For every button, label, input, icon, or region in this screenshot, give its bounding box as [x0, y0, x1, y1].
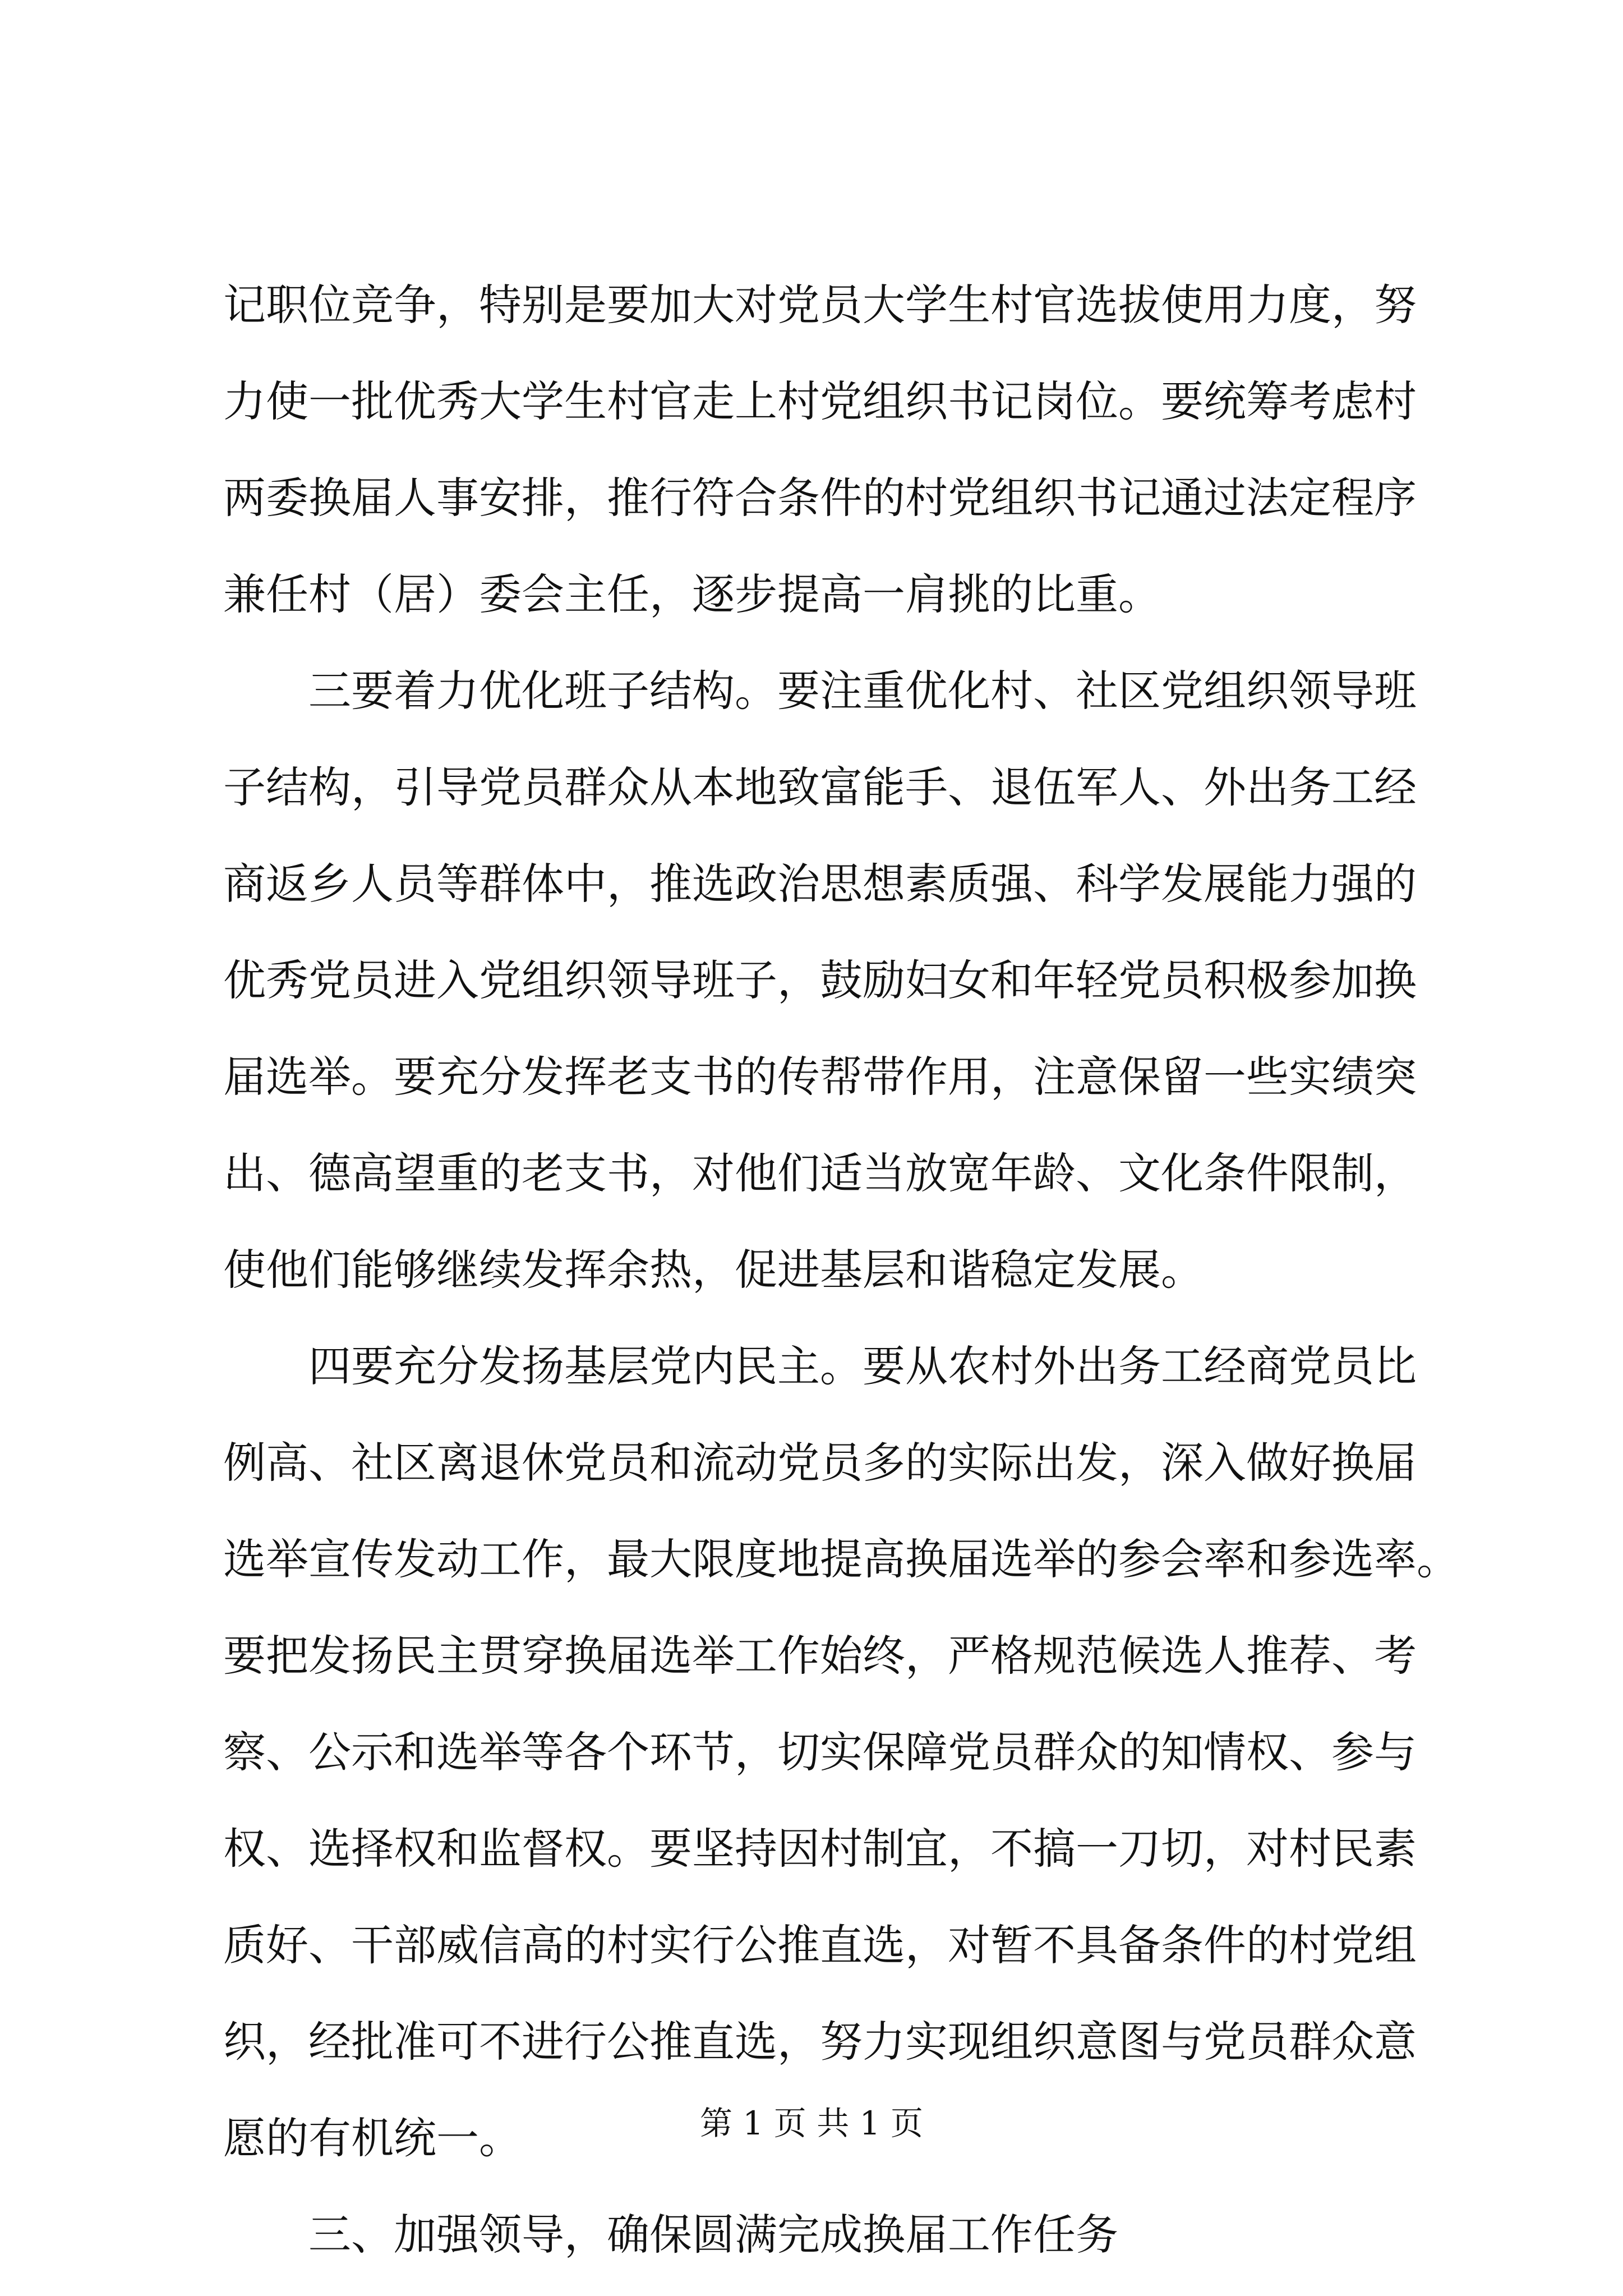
document-body	[223, 257, 1459, 2283]
text-line: 子结构，引导党员群众从本地致富能手、退伍军人、外出务工经	[223, 762, 1417, 812]
text-line: 届选举。要充分发挥老支书的传帮带作用，注意保留一些实绩突	[223, 1052, 1417, 1102]
text-line: 质好、干部威信高的村实行公推直选，对暂不具备条件的村党组	[223, 1920, 1417, 1970]
text-line: 出、德高望重的老支书，对他们适当放宽年龄、文化条件限制，	[223, 1148, 1417, 1198]
text-line: 例高、社区离退休党员和流动党员多的实际出发，深入做好换届	[223, 1438, 1417, 1488]
paragraph-three-first-line: 三要着力优化班子结构。要注重优化村、社区党组织领导班	[308, 666, 1417, 716]
text-line: 察、公示和选举等各个环节，切实保障党员群众的知情权、参与	[223, 1727, 1417, 1777]
text-line: 优秀党员进入党组织领导班子，鼓励妇女和年轻党员积极参加换	[223, 955, 1417, 1005]
text-line: 两委换届人事安排，推行符合条件的村党组织书记通过法定程序	[223, 473, 1417, 523]
text-line: 选举宣传发动工作，最大限度地提高换届选举的参会率和参选率。	[223, 1534, 1459, 1584]
text-line: 权、选择权和监督权。要坚持因村制宜，不搞一刀切，对村民素	[223, 1824, 1417, 1874]
text-line: 愿的有机统一。	[223, 2113, 522, 2163]
text-line: 兼任村（居）委会主任，逐步提高一肩挑的比重。	[223, 569, 1161, 619]
page-number-footer: 第 1 页 共 1 页	[700, 2104, 923, 2142]
text-line: 织，经批准可不进行公推直选，努力实现组织意图与党员群众意	[223, 2017, 1417, 2067]
section-heading: 三、加强领导，确保圆满完成换届工作任务	[308, 2210, 1118, 2260]
text-line: 记职位竞争，特别是要加大对党员大学生村官选拔使用力度，努	[223, 280, 1417, 330]
text-line: 商返乡人员等群体中，推选政治思想素质强、科学发展能力强的	[223, 859, 1417, 909]
text-line: 要把发扬民主贯穿换届选举工作始终，严格规范候选人推荐、考	[223, 1631, 1417, 1681]
text-line: 使他们能够继续发挥余热，促进基层和谐稳定发展。	[223, 1245, 1204, 1295]
paragraph-four-first-line: 四要充分发扬基层党内民主。要从农村外出务工经商党员比	[308, 1341, 1417, 1391]
text-line: 力使一批优秀大学生村官走上村党组织书记岗位。要统筹考虑村	[223, 376, 1417, 426]
